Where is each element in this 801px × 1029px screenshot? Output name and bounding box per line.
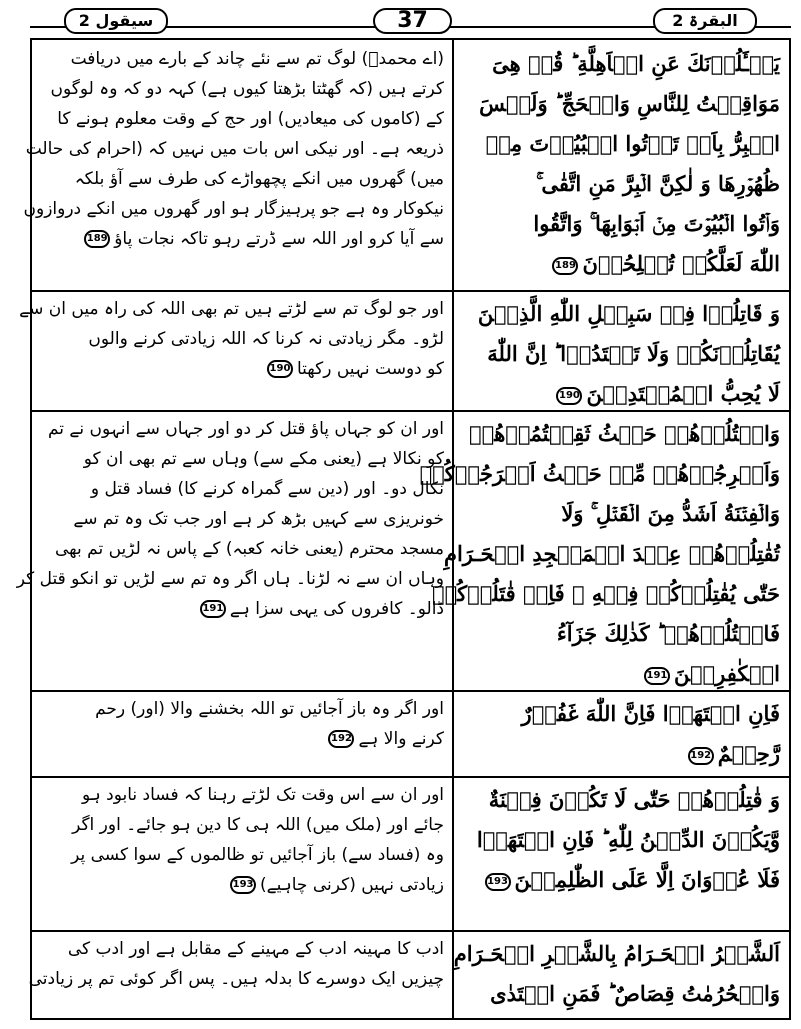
page-header [30, 8, 791, 34]
text-frame [16, 38, 791, 1020]
page [16, 8, 791, 1020]
arabic-line: وَ قٰتِلُوۡهُمۡ حَتّٰى لَا تَكُوۡنَ فِتۡنَةٌ [488, 787, 780, 812]
arabic-text [462, 290, 780, 414]
row-separator [32, 690, 789, 692]
urdu-line: سے آیا کرو اور اللہ سے ڈرتے رہو تاکہ نجات پاؤ189 [40, 224, 444, 254]
ayah-marker: 192 [688, 747, 714, 765]
arabic-line: وَّيَكُوۡنَ الدِّيۡنُ لِلّٰهِ ؕ فَاِنِ انۡتَهَوۡا [476, 827, 780, 852]
arabic-text [462, 690, 780, 774]
arabic-line: اللّٰهَ لَعَلَّكُمۡ تُفۡلِحُوۡنَ189 [462, 244, 780, 284]
urdu-line: اور جو لوگ تم سے لڑتے ہیں تم بھی اللہ کی راہ میں ان سے [19, 299, 444, 319]
arabic-line: الۡبِرُّ بِاَنۡ تَاۡتُوا الۡبُيُوۡتَ مِنۡ [485, 131, 780, 156]
arabic-line: وَالۡحُرُمٰتُ قِصَاصٌ ؕ فَمَنِ اعۡتَدٰى [490, 981, 780, 1006]
arabic-line: فَاِنِ انۡتَهَوۡا فَاِنَّ اللّٰهَ غَفُوۡرٌ [521, 701, 780, 726]
urdu-line: کو دوست نہیں رکھتا190 [40, 354, 444, 384]
urdu-line: چیزیں ایک دوسرے کا بدلہ ہیں۔ پس اگر کوئی تم پر زیادتی [28, 969, 444, 989]
verse-row [23, 40, 789, 290]
row-separator [32, 410, 789, 412]
arabic-line: ظُهُوۡرِهَا وَ لٰكِنَّ الۡبِرَّ مَنِ اتَّقٰى ۚ [536, 171, 780, 196]
arabic-line: تُقٰتِلُوۡهُمۡ عِنۡدَ الۡمَسۡجِدِ الۡحَـرَامِ [443, 541, 780, 566]
arabic-line: وَاۡتُوا الۡبُيُوۡتَ مِنۡ اَبۡوَابِهَا ۚ وَاتَّقُوا [533, 211, 780, 236]
urdu-line: اور ان کو جہاں پاؤ قتل کر دو اور جہاں سے انہوں نے تم [47, 419, 444, 439]
urdu-translation [40, 690, 444, 754]
verse-row [32, 776, 789, 930]
arabic-line: الۡكٰفِرِيۡنَ191 [462, 654, 780, 694]
ayah-marker: 190 [267, 360, 293, 378]
urdu-line: جائے اور (ملک میں) اللہ ہی کا دین ہو جائے۔ اور اگر [72, 815, 444, 835]
urdu-line: کو نکالا ہے (یعنی مکے سے) وہاں سے تم بھی ان کو [83, 449, 444, 469]
ayah-marker: 189 [84, 230, 110, 248]
urdu-translation [40, 776, 444, 900]
urdu-line: اور ان سے اس وقت تک لڑتے رہنا کہ فساد نابود ہو [81, 785, 444, 805]
arabic-line: وَالۡفِتۡنَةُ اَشَدُّ مِنَ الۡقَتۡلِ ۚ وَلَا [561, 501, 780, 526]
urdu-line: ڈالو۔ کافروں کی یہی سزا ہے191 [40, 594, 444, 624]
arabic-line: لَا يُحِبُّ الۡمُعۡتَدِيۡنَ190 [462, 374, 780, 414]
ayah-marker: 193 [230, 876, 256, 894]
urdu-line: زیادتی نہیں (کرنی چاہیے)193 [40, 870, 444, 900]
ayah-marker: 190 [556, 387, 582, 405]
urdu-translation [16, 410, 444, 624]
ayah-marker: 191 [200, 600, 226, 618]
verse-row [32, 690, 789, 776]
arabic-text [462, 776, 780, 900]
urdu-line: وہاں ان سے نہ لڑنا۔ ہاں اگر وہ تم سے لڑیں تو انکو قتل کر [16, 569, 444, 589]
urdu-line: نکال دو۔ اور (دین سے گمراہ کرنے کا) فساد قتل و [90, 479, 444, 499]
urdu-line: مسجد محترم (یعنی خانہ کعبہ) کے پاس نہ لڑیں تم بھی [54, 539, 444, 559]
arabic-line: رَّحِيۡمٌ192 [462, 734, 780, 774]
ayah-marker: 192 [328, 730, 354, 748]
verse-row [19, 290, 789, 410]
arabic-line: وَ قَاتِلُوۡا فِىۡ سَبِيۡلِ اللّٰهِ الَّذِيۡنَ [477, 301, 780, 326]
arabic-line: اَلشَّهۡرُ الۡحَـرَامُ بِالشَّهۡرِ الۡحَـرَامِ [453, 941, 780, 966]
page-number: 37 [373, 8, 452, 34]
urdu-line: لڑو۔ مگر زیادتی نہ کرنا کہ اللہ زیادتی کرنے والوں [88, 329, 444, 349]
urdu-line: وہ (فساد سے) باز آجائیں تو ظالموں کے سوا کسی پر [71, 845, 444, 865]
urdu-line: ادب کا مہینہ ادب کے مہینے کے مقابل ہے اور ادب کی [67, 939, 444, 959]
ayah-marker: 193 [485, 873, 511, 891]
arabic-line: وَاقۡتُلُوۡهُمۡ حَيۡثُ ثَقِفۡتُمُوۡهُمۡ [468, 421, 780, 446]
arabic-line: وَاَخۡرِجُوۡهُمۡ مِّنۡ حَيۡثُ اَخۡرَجُوۡكُمۡ [419, 461, 780, 486]
urdu-line: کرنے والا ہے192 [40, 724, 444, 754]
verse-row [16, 410, 789, 690]
arabic-line: فَلَا عُدۡوَانَ اِلَّا عَلَى الظّٰلِمِيۡنَ193 [462, 860, 780, 900]
arabic-line: حَتّٰى يُقٰتِلُوۡكُمۡ فِيۡهِ ۚ فَاِنۡ قٰتَلُوۡكُمۡ [431, 581, 780, 606]
arabic-text [453, 930, 780, 1014]
urdu-line: کرتے ہیں (کہ گھٹتا بڑھتا کیوں ہے) کہہ دو کہ وہ لوگوں [50, 79, 444, 99]
surah-label: البقرۃ 2 [653, 8, 757, 34]
arabic-line: يَسۡـَٔلُوۡنَكَ عَنِ الۡاَهِلَّةِ ؕ قُلۡ هِىَ [492, 51, 780, 76]
row-separator [32, 290, 789, 292]
row-separator [32, 776, 789, 778]
para-label: سیقول 2 [64, 8, 168, 34]
urdu-translation [28, 930, 444, 994]
arabic-line: يُقَاتِلُوۡنَكُمۡ وَلَا تَعۡتَدُوۡا ؕ اِنَّ اللّٰهَ [487, 341, 780, 366]
verse-row [28, 930, 789, 1018]
urdu-line: (اے محمدؐ) لوگ تم سے نئے چاند کے بارے میں دریافت [70, 49, 444, 69]
urdu-line: اور اگر وہ باز آجائیں تو اللہ بخشنے والا (اور) رحم [95, 699, 444, 719]
row-separator [32, 930, 789, 932]
urdu-translation [23, 40, 444, 254]
arabic-text [462, 40, 780, 284]
urdu-line: خونریزی سے کہیں بڑھ کر ہے اور جب تک وہ تم سے [73, 509, 444, 529]
urdu-line: ذریعہ ہے۔ اور نیکی اس بات میں نہیں کہ (احرام کی حالت [25, 139, 444, 159]
urdu-line: کے (کاموں کی میعادیں) اور حج کے وقت معلوم ہونے کا [57, 109, 444, 129]
arabic-text [419, 410, 780, 694]
urdu-line: میں) گھروں میں انکے پچھواڑے کی طرف سے آؤ بلکہ [74, 169, 444, 189]
ayah-marker: 189 [552, 257, 578, 275]
arabic-line: مَوَاقِيۡتُ لِلنَّاسِ وَالۡحَجِّ ؕ وَلَيۡسَ [479, 91, 780, 116]
ayah-marker: 191 [644, 667, 670, 685]
arabic-line: فَاقۡتُلُوۡهُمۡ ؕ كَذٰلِكَ جَزَآءُ [556, 621, 780, 646]
urdu-translation [19, 290, 444, 384]
urdu-line: نیکوکار وہ ہے جو پرہیزگار ہو اور گھروں میں انکے دروازوں [23, 199, 444, 219]
